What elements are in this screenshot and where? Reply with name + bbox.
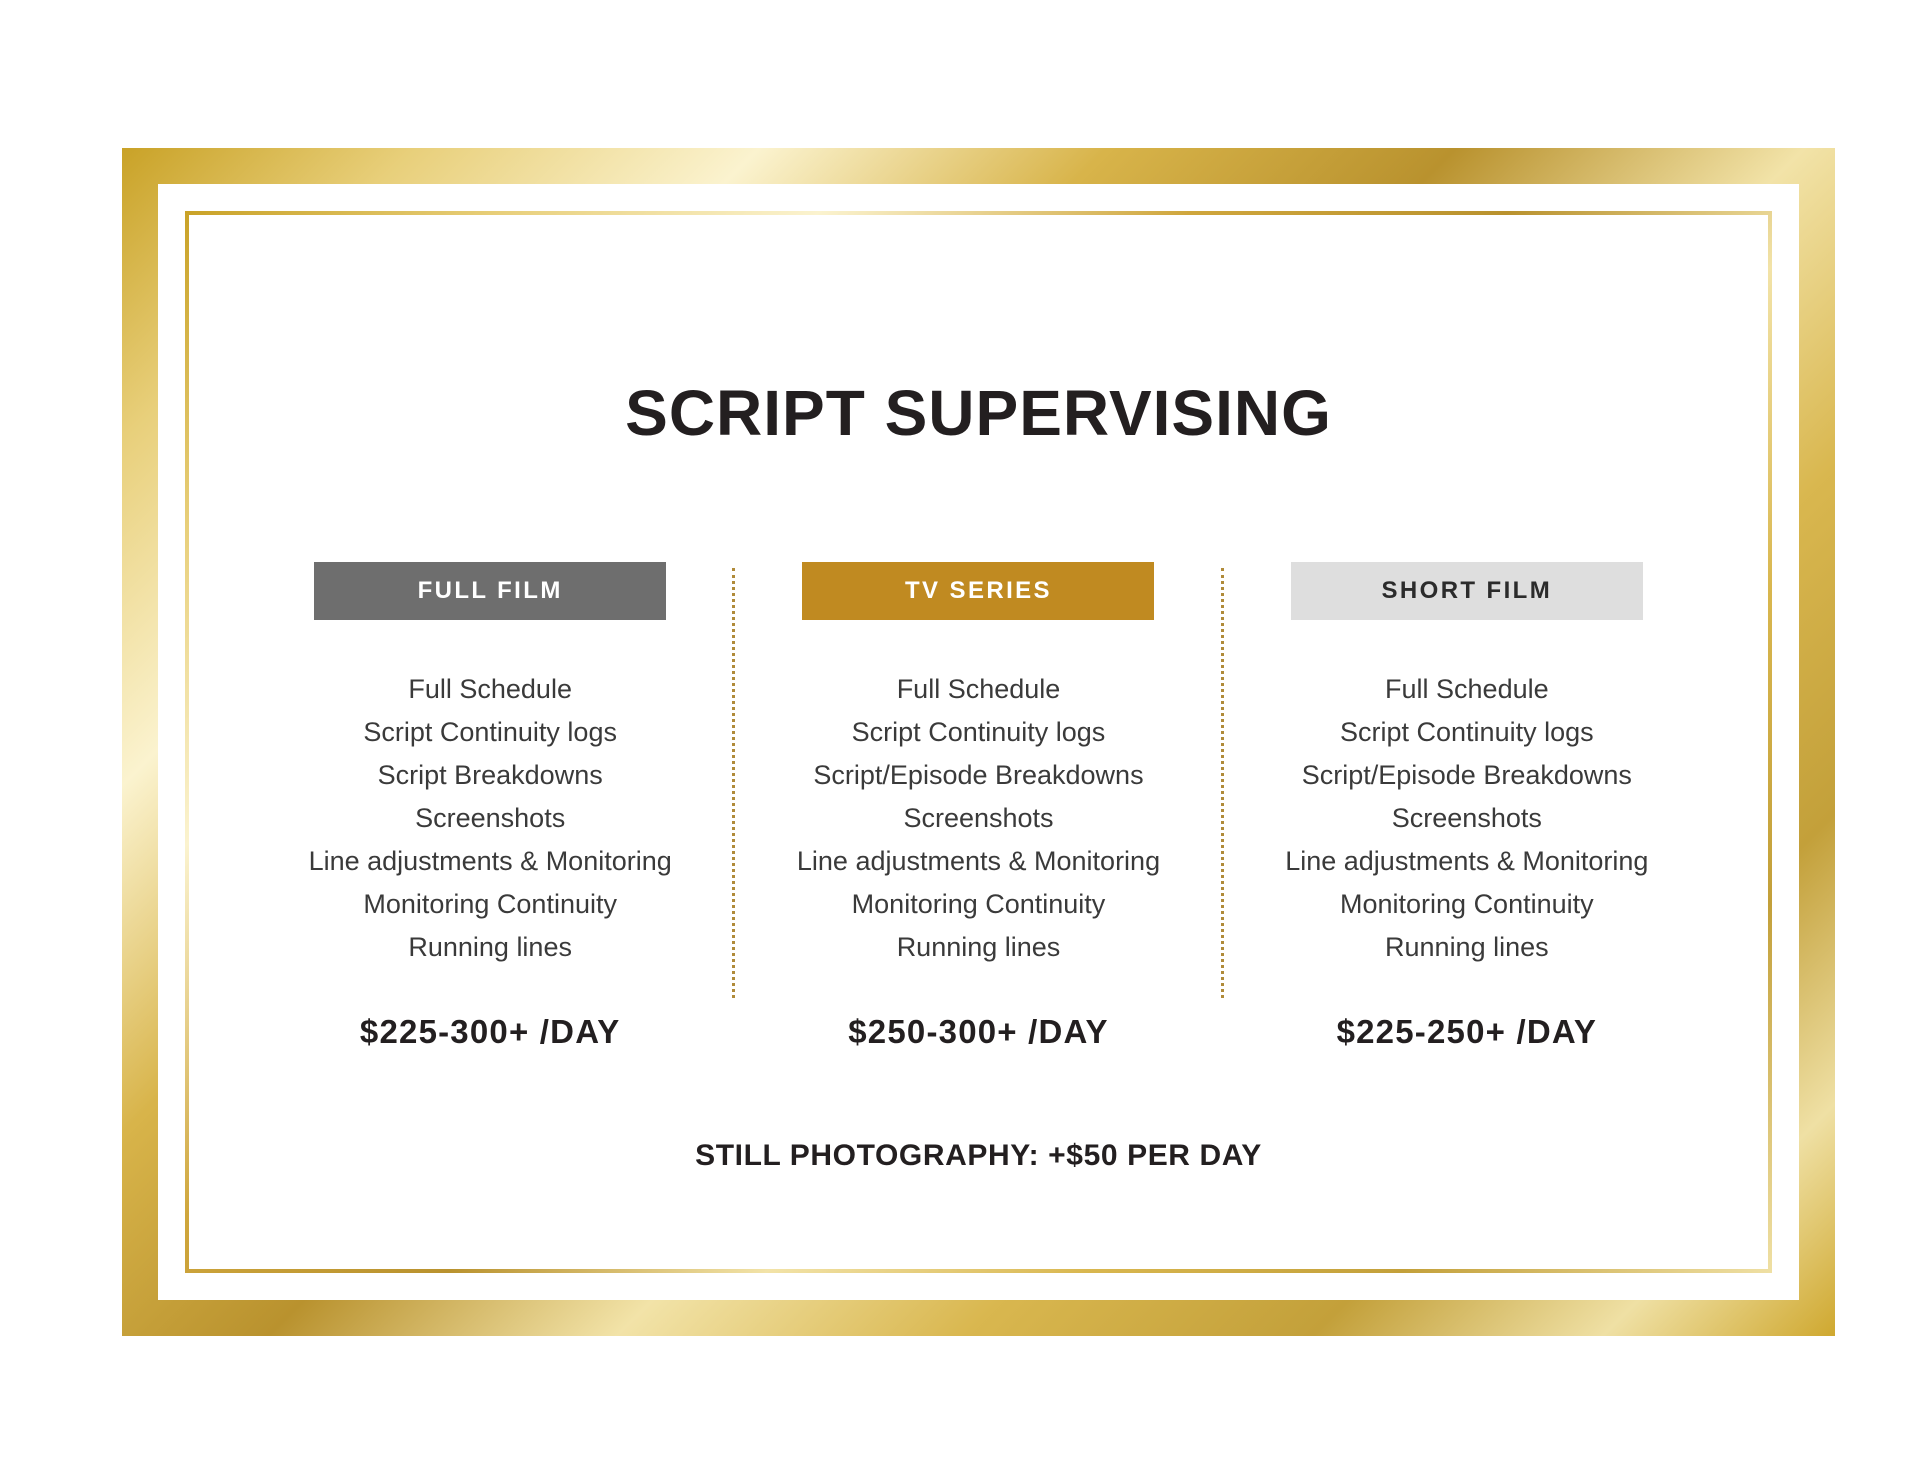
- card-content: [198, 224, 1759, 1260]
- list-item: Screenshots: [415, 803, 566, 833]
- list-item: Script Continuity logs: [363, 717, 617, 747]
- plan-price-full-film: $225-300+ /DAY: [359, 1013, 621, 1050]
- list-item: Full Schedule: [896, 674, 1061, 704]
- footer-note: STILL PHOTOGRAPHY: +$50 PER DAY: [695, 1139, 1262, 1172]
- plan-column-short-film: [1223, 562, 1711, 1051]
- list-item: Full Schedule: [408, 674, 572, 704]
- gold-border-frame: [122, 148, 1835, 1336]
- list-item: Script/Episode Breakdowns: [1301, 760, 1632, 790]
- list-item: Line adjustments & Monitoring: [1285, 846, 1649, 876]
- list-item: Script Continuity logs: [851, 717, 1106, 747]
- frame-inner-white: [158, 184, 1799, 1300]
- plan-price-tv-series: $250-300+ /DAY: [848, 1013, 1109, 1050]
- list-item: Monitoring Continuity: [1340, 889, 1594, 919]
- feature-list-short-film: [1237, 668, 1697, 969]
- plan-badge-full-film: FULL FILM: [314, 562, 666, 620]
- feature-list-full-film: [260, 668, 720, 969]
- list-item: Script Breakdowns: [377, 760, 603, 790]
- list-item: Running lines: [1385, 932, 1549, 962]
- list-item: Line adjustments & Monitoring: [796, 846, 1161, 876]
- plan-badge-short-film: SHORT FILM: [1291, 562, 1643, 620]
- plan-column-tv-series: [734, 562, 1222, 1051]
- list-item: Running lines: [896, 932, 1061, 962]
- list-item: Line adjustments & Monitoring: [308, 846, 672, 876]
- list-item: Script/Episode Breakdowns: [813, 760, 1144, 790]
- list-item: Monitoring Continuity: [851, 889, 1106, 919]
- list-item: Screenshots: [1391, 803, 1542, 833]
- list-item: Script Continuity logs: [1340, 717, 1594, 747]
- feature-list-tv-series: [748, 668, 1208, 969]
- plan-badge-tv-series: TV SERIES: [802, 562, 1154, 620]
- list-item: Screenshots: [903, 803, 1054, 833]
- list-item: Full Schedule: [1385, 674, 1549, 704]
- list-item: Monitoring Continuity: [363, 889, 617, 919]
- plan-columns: [198, 562, 1759, 1051]
- page-title: SCRIPT SUPERVISING: [625, 377, 1332, 449]
- list-item: Running lines: [408, 932, 572, 962]
- plan-column-full-film: [246, 562, 734, 1051]
- plan-price-short-film: $225-250+ /DAY: [1336, 1013, 1598, 1050]
